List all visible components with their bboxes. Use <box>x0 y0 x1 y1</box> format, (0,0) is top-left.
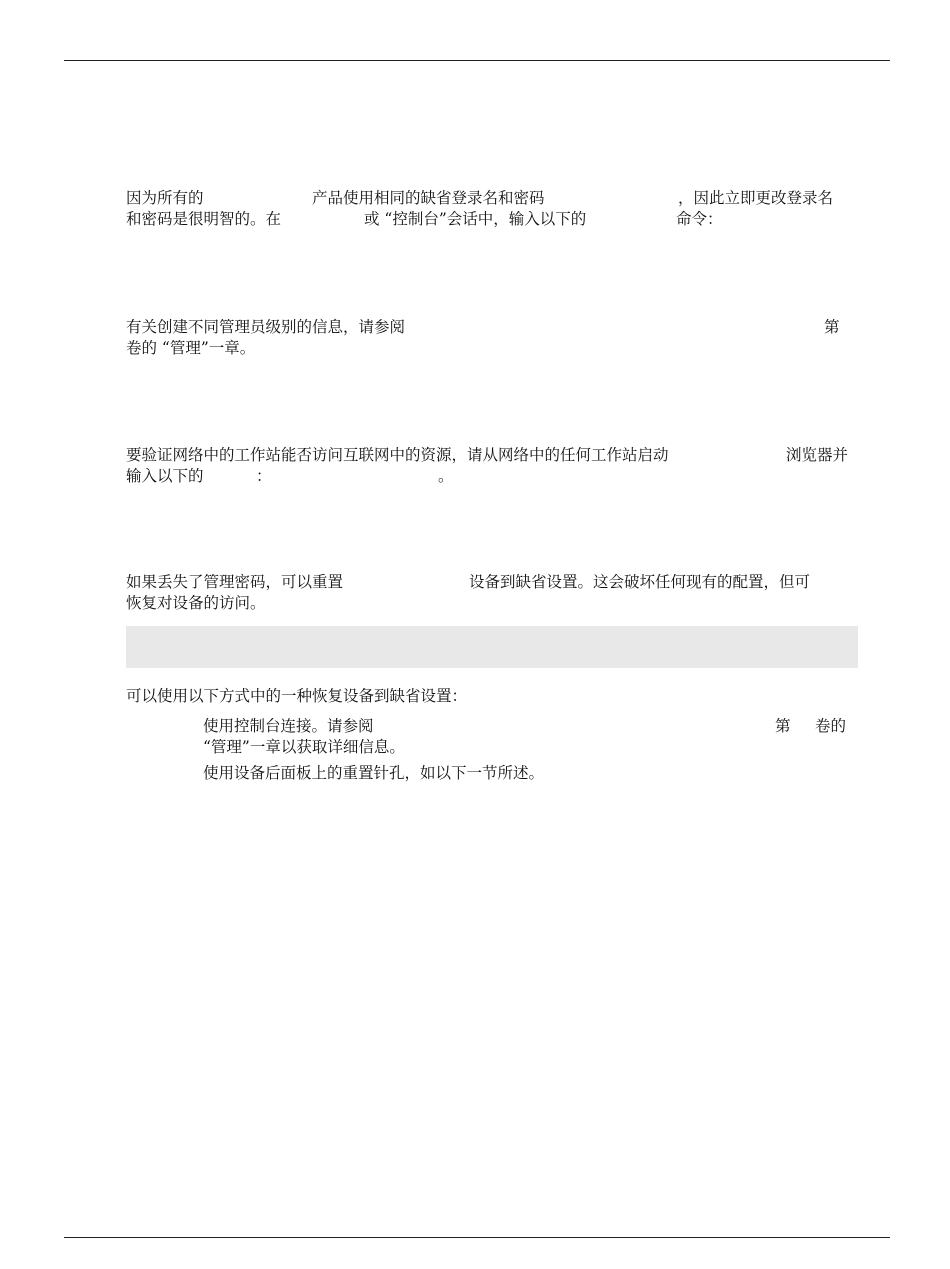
list-item: 使用设备后面板上的重置针孔，如以下一节所述。 <box>203 764 545 782</box>
paragraph-admin-levels <box>126 317 858 361</box>
text-segment: 卷的 <box>815 717 847 735</box>
text-segment: 产品使用相同的缺省登录名和密码 <box>312 189 545 207</box>
list-item: 使用控制台连接。请参阅 <box>203 717 374 735</box>
text-segment: 有关创建不同管理员级别的信息，请参阅 <box>126 318 406 336</box>
text-segment: “管理”一章以获取详细信息。 <box>203 738 405 756</box>
text-segment: 第 <box>824 318 840 336</box>
note-box <box>126 626 858 668</box>
text-segment: 浏览器并 <box>786 446 849 464</box>
text-segment: ： <box>256 467 272 485</box>
text-segment: 输入以下的 <box>126 467 204 485</box>
text-segment: 或 “控制台”会话中，输入以下的 <box>364 210 587 228</box>
paragraph-verify-internet <box>126 445 858 489</box>
url-link[interactable] <box>275 466 437 487</box>
text-segment: 。 <box>438 467 454 485</box>
text-segment: 如果丢失了管理密码，可以重置 <box>126 573 344 591</box>
text-segment: 设备到缺省设置。这会破坏任何现有的配置，但可 <box>469 573 811 591</box>
paragraph-restore-methods <box>126 686 858 708</box>
text-segment: 恢复对设备的访问。 <box>126 594 266 612</box>
text-segment: 第 <box>775 717 791 735</box>
text-segment: 卷的 “管理”一章。 <box>126 339 256 357</box>
text-segment: 要验证网络中的工作站能否访问互联网中的资源，请从网络中的任何工作站启动 <box>126 446 669 464</box>
text-segment: 可以使用以下方式中的一种恢复设备到缺省设置： <box>126 687 468 705</box>
text-segment: ，因此立即更改登录名 <box>678 189 834 207</box>
restore-method-list <box>203 716 858 788</box>
text-segment: 因为所有的 <box>126 189 204 207</box>
text-segment: 命令： <box>676 210 723 228</box>
text-segment: 和密码是很明智的。在 <box>126 210 282 228</box>
paragraph-lost-password <box>126 572 858 616</box>
header-rule <box>64 60 890 61</box>
footer-rule <box>64 1237 890 1238</box>
paragraph-change-login <box>126 188 858 232</box>
